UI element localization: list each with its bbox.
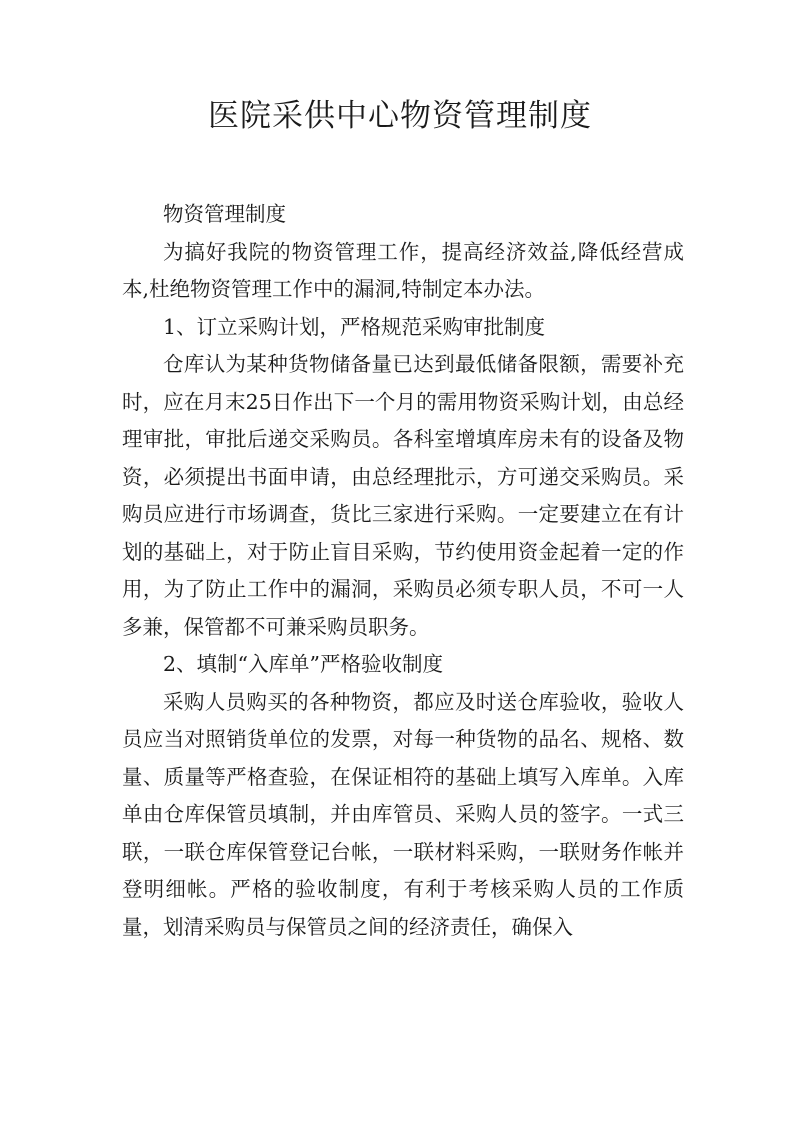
section-heading-management: 物资管理制度 [163, 202, 286, 226]
purchase-plan-paragraph: 仓库认为某种货物储备量已达到最低储备限额，需要补充时，应在月末25日作出下一个月的需用物资采购计划，由总经理审批，审批后递交采购员。各科室增填库房未有的设备及物资，必须提出书面申请，由总经理批示，方可递交采购员。采购员应进行市场调查，货比三家进行采购。一定要建立在有计划的基础上，对于防止盲目采购，节约使用资金起着一定的作用，为了防止工作中的漏洞，采购员必须专职人员，不可一人多兼，保管都不可兼采购员职务。 [122, 352, 684, 639]
intro-paragraph: 为搞好我院的物资管理工作，提高经济效益,降低经营成本,杜绝物资管理工作中的漏洞,特制定本办法。 [122, 239, 684, 301]
document-body [122, 196, 684, 946]
receipt-paragraph: 采购人员购买的各种物资，都应及时送仓库验收，验收人员应当对照销货单位的发票，对每一种货物的品名、规格、数量、质量等严格查验，在保证相符的基础上填写入库单。入库单由仓库保管员填制，并由库管员、采购人员的签字。一式三联，一联仓库保管登记台帐，一联材料采购，一联财务作帐并登明细帐。严格的验收制度，有利于考核采购人员的工作质量，划清采购员与保管员之间的经济责任，确保入 [122, 689, 684, 939]
section-heading-purchase-plan: 1、订立采购计划，严格规范采购审批制度 [163, 314, 546, 339]
section-heading-receipt: 2、填制“入库单”严格验收制度 [163, 652, 444, 676]
document-title: 医院采供中心物资管理制度 [208, 98, 592, 134]
